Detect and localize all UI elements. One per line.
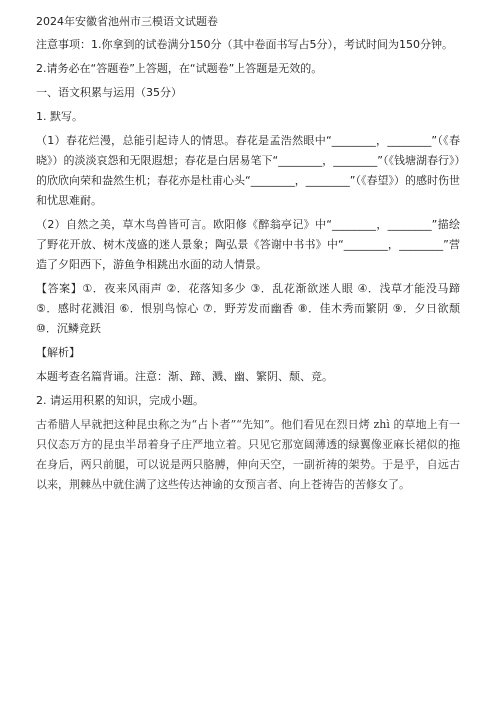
question-1: 1. 默写。 — [36, 110, 83, 123]
notice-item-1: 注意事项：1.你拿到的试卷满分150分（其中卷面书写占5分），考试时间为150分钟。 — [36, 38, 453, 51]
analysis-label: 【解析】 — [36, 346, 80, 359]
question-2: 2. 请运用积累的知识，完成小题。 — [36, 394, 204, 407]
question-1-part-1: （1）春花烂漫，总能引起诗人的情思。春花是孟浩然眼中“________，________”（《春晓》）的淡淡哀怨和无限遐想；春花是白居易笔下“________，________”（《钱塘湖春行》）的欣欣向荣和盎然生机；春花亦是杜甫心头“________，________”（《春望》）的感时伤世和忧思难耐。 — [36, 134, 460, 207]
notice-item-2: 2.请务必在“答题卷”上答题，在“试题卷”上答题是无效的。 — [36, 62, 323, 75]
answer-block: 【答案】①．夜来风雨声 ②．花落知多少 ③．乱花渐欲迷人眼 ④．浅草才能没马蹄 ⑤．感时花溅泪 ⑥．恨别鸟惊心 ⑦．野芳发而幽香 ⑧．佳木秀而繁阴 ⑨．夕日欲颓 ⑩．沉鳞竞跃 — [36, 282, 460, 335]
section-heading: 一、语文积累与运用（35分） — [36, 86, 182, 99]
analysis-text: 本题考查名篇背诵。注意：渐、蹄、溅、幽、繁阴、颓、竞。 — [36, 370, 333, 383]
document-title: 2024年安徽省池州市三模语文试题卷 — [36, 15, 218, 28]
reading-passage: 古希腊人早就把这种昆虫称之为“占卜者”“先知”。他们看见在烈日烤 zhì 的草地上有一只仪态万方的昆虫半昂着身子庄严地立着。只见它那宽阔薄透的绿翼像亚麻长裙似的拖在身后，两只前腿，可以说是两只胳膊，伸向天空，一副祈祷的架势。于是乎，自远古以来，荆棘丛中就住满了这些传达神谕的女预言者、向上苍祷告的苦修女了。 — [36, 418, 460, 491]
question-1-part-2: （2）自然之美，草木鸟兽皆可言。欧阳修《醉翁亭记》中“________，________”描绘了野花开放、树木茂盛的迷人景象；陶弘景《答谢中书书》中“________，________”营造了夕阳西下，游鱼争相跳出水面的动人情景。 — [36, 218, 460, 271]
